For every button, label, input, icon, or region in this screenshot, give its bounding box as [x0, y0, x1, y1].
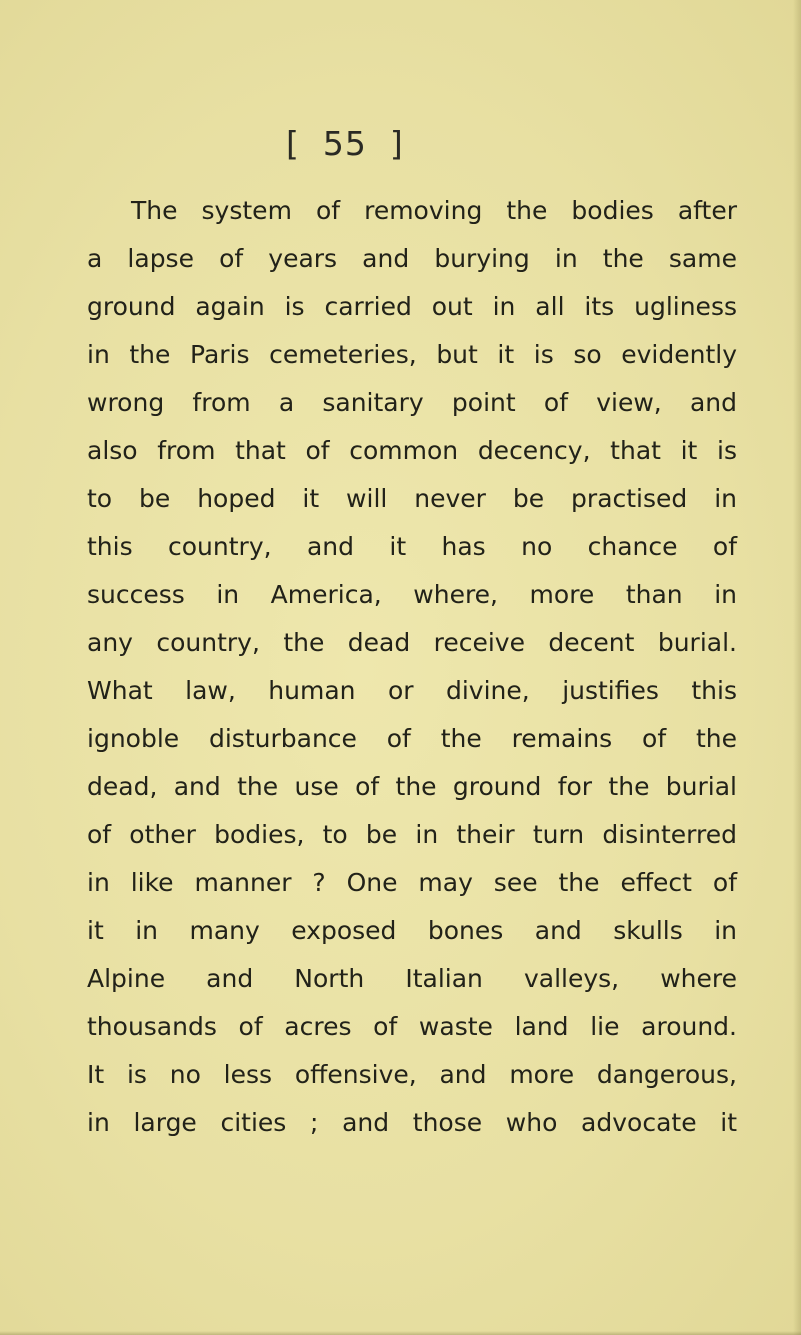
- text-line: The system of removing the bodies after: [131, 196, 737, 225]
- text-line: it in many exposed bones and skulls in: [87, 916, 737, 945]
- text-line: of other bodies, to be in their turn disinterred: [87, 820, 737, 849]
- text-line: also from that of common decency, that it is: [87, 436, 737, 465]
- text-line: success in America, where, more than in: [87, 580, 737, 609]
- text-line: ground again is carried out in all its ugliness: [87, 292, 737, 321]
- page-edge-shadow: [793, 0, 801, 1335]
- text-line: wrong from a sanitary point of view, and: [87, 388, 737, 417]
- page-number: [ 55 ]: [286, 124, 404, 163]
- text-line: a lapse of years and burying in the same: [87, 244, 737, 273]
- text-line: It is no less offensive, and more dangerous,: [87, 1060, 737, 1089]
- text-line: dead, and the use of the ground for the burial: [87, 772, 737, 801]
- text-line: thousands of acres of waste land lie around.: [87, 1012, 737, 1041]
- text-line: What law, human or divine, justifies this: [87, 676, 737, 705]
- page-bottom-edge: [0, 1331, 801, 1335]
- text-line: in the Paris cemeteries, but it is so evidently: [87, 340, 737, 369]
- text-line: in large cities ; and those who advocate it: [87, 1108, 737, 1137]
- text-line: to be hoped it will never be practised in: [87, 484, 737, 513]
- text-line: Alpine and North Italian valleys, where: [87, 964, 737, 993]
- text-line: in like manner ? One may see the effect of: [87, 868, 737, 897]
- text-line: any country, the dead receive decent burial.: [87, 628, 737, 657]
- text-line: this country, and it has no chance of: [87, 532, 737, 561]
- text-line: ignoble disturbance of the remains of the: [87, 724, 737, 753]
